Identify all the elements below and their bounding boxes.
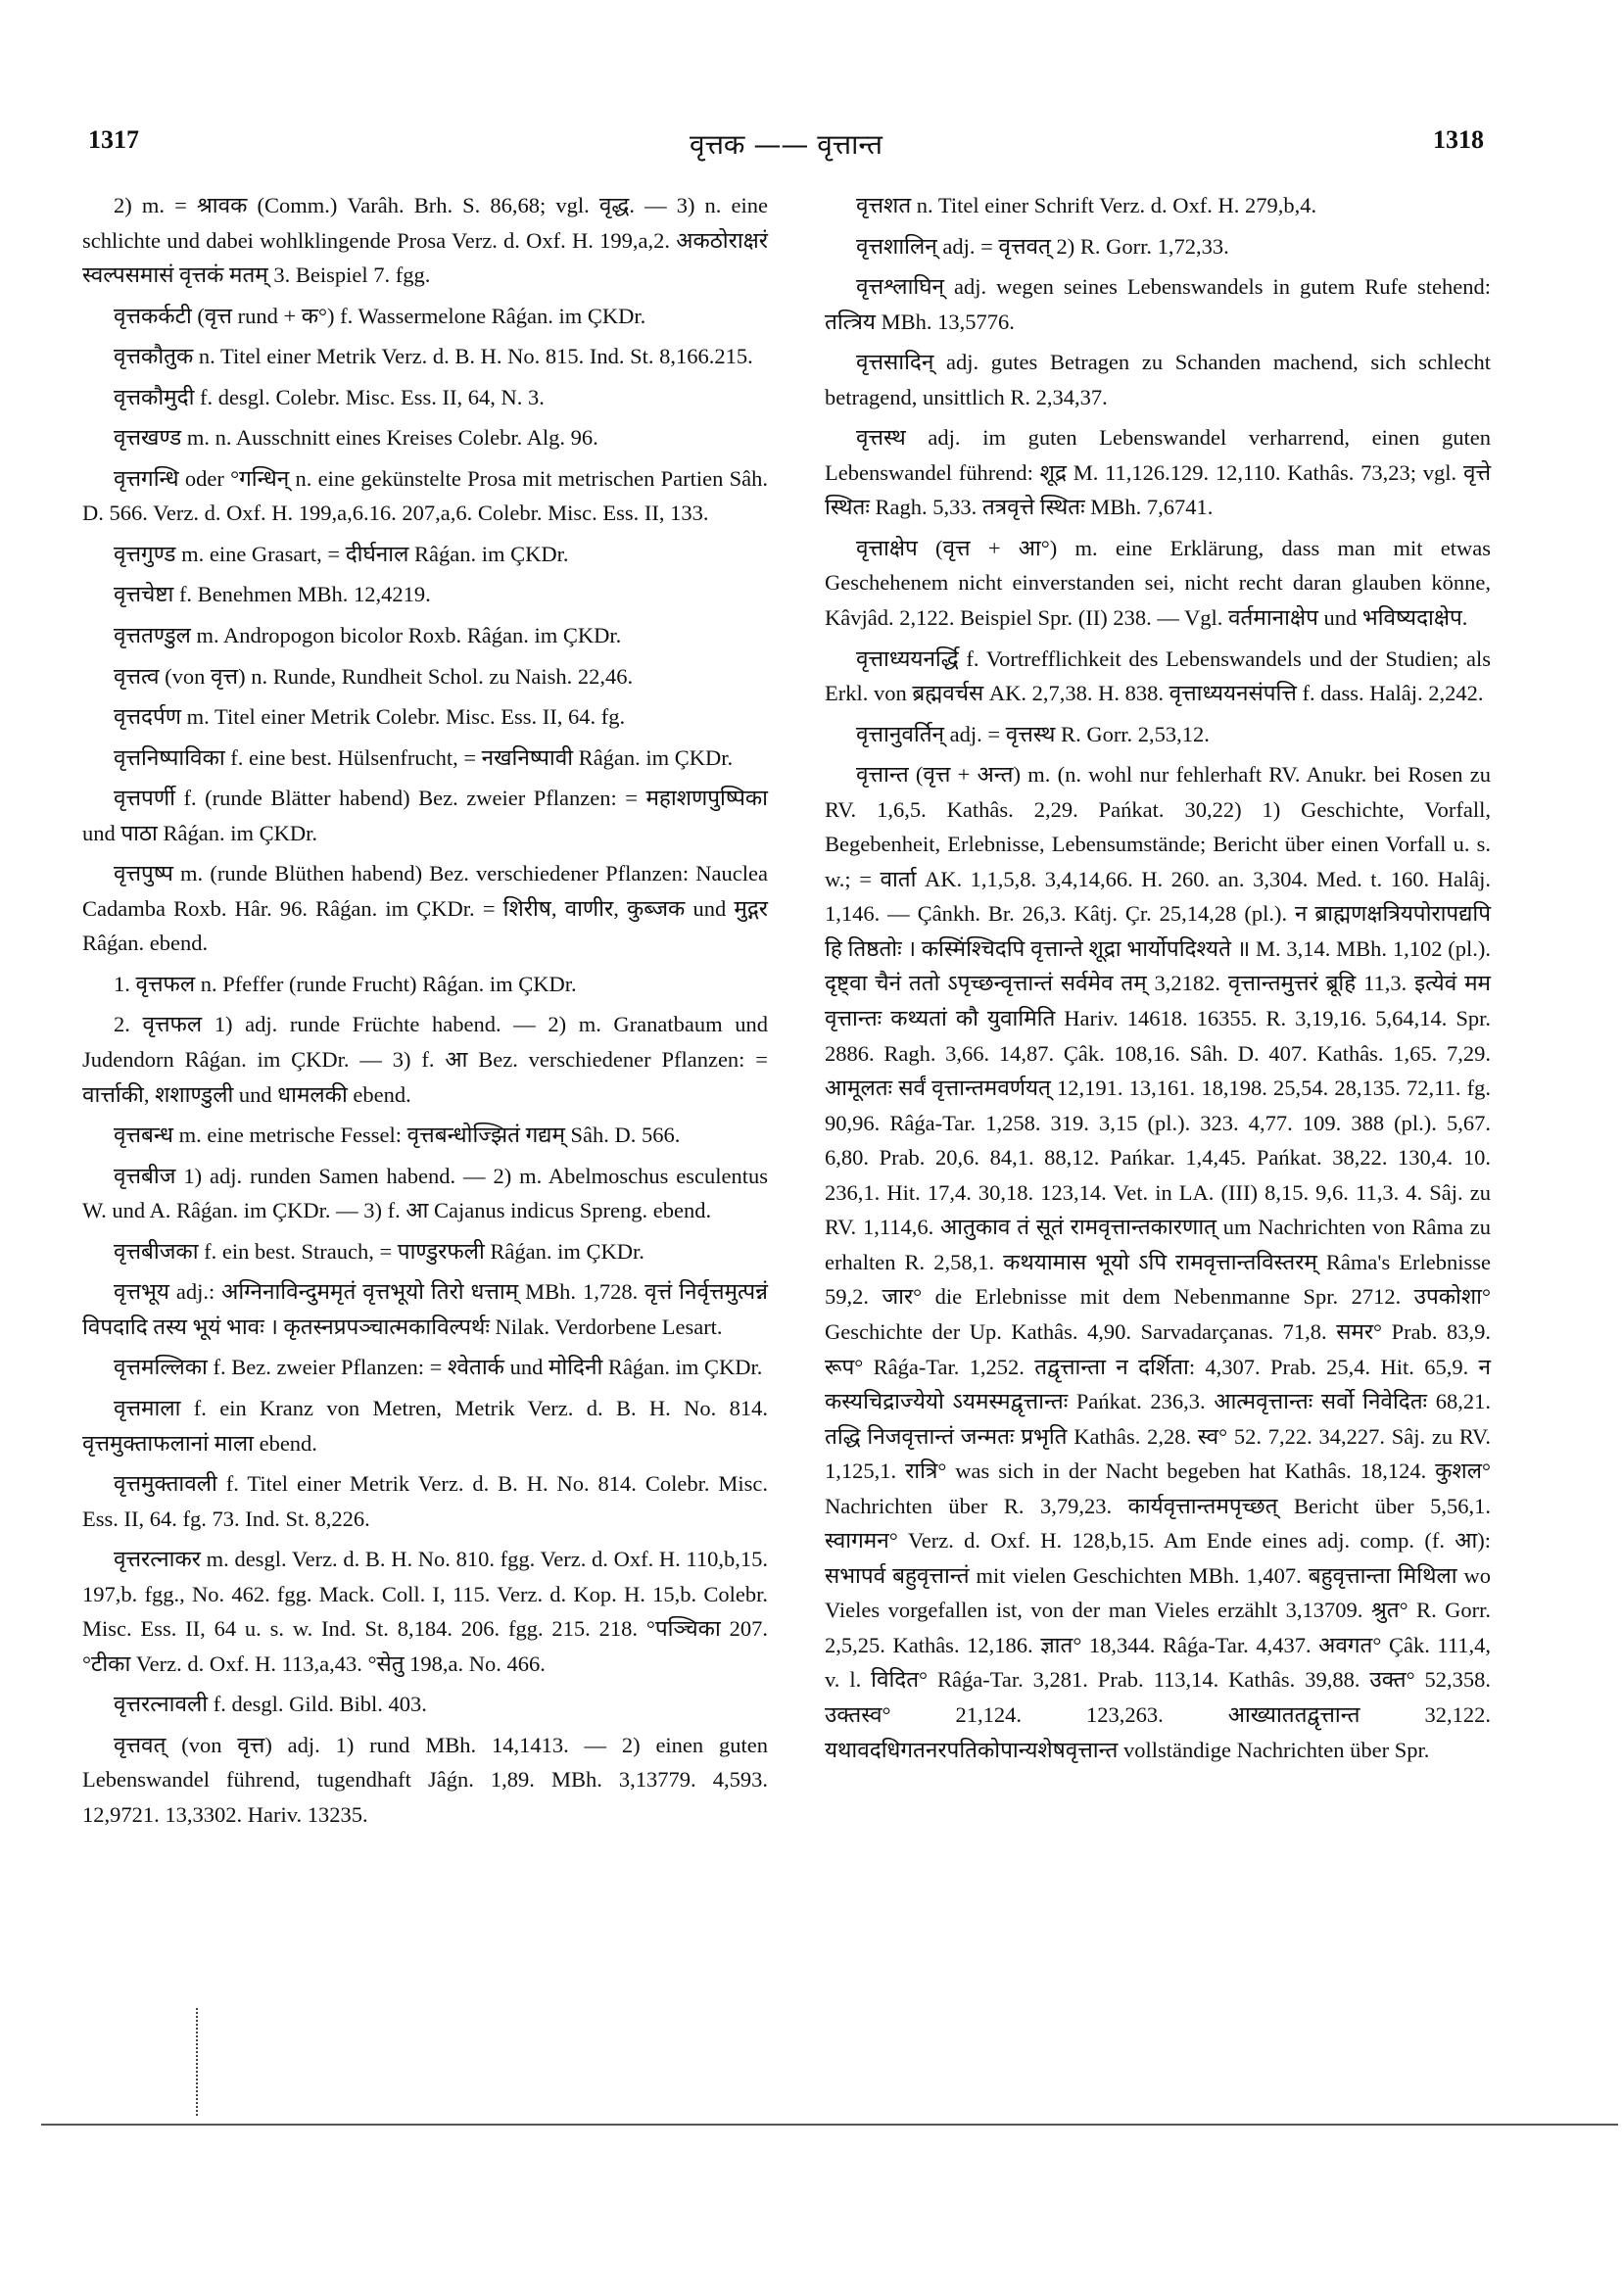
right-column [825,188,1491,1773]
dictionary-entry: वृत्तवत् (von वृत्त) adj. 1) rund MBh. 14,1413. — 2) einen guten Lebenswandel führend, tugendhaft Jâǵn. 1,89. MBh. 3,13779. 4,593. 12,9721. 13,3302. Hariv. 13235. [82,1732,768,1827]
dictionary-entry: वृत्तखण्ड m. n. Ausschnitt eines Kreises Colebr. Alg. 96. [114,425,598,451]
dictionary-entry: वृत्ततण्डुल m. Andropogon bicolor Roxb. Râǵan. im ÇKDr. [114,623,622,648]
page-number-right: 1318 [1433,125,1484,154]
dictionary-entry: वृत्तश्लाघिन् adj. wegen seines Lebenswandels in gutem Rufe stehend: तत्त्रिय MBh. 13,5776. [825,274,1491,334]
dictionary-entry: वृत्तपर्णी f. (runde Blätter habend) Bez. zweier Pflanzen: = महाशणपुष्पिका und पाठा Râǵan. im ÇKDr. [82,786,768,845]
dictionary-entry: वृत्तमुक्तावली f. Titel einer Metrik Verz. d. B. H. No. 814. Colebr. Misc. Ess. II, 64. fg. 73. Ind. St. 8,226. [82,1471,768,1531]
dictionary-entry: वृत्तकौमुदी f. desgl. Colebr. Misc. Ess. II, 64, N. 3. [114,384,545,409]
dictionary-entry: वृत्तकौतुक n. Titel einer Metrik Verz. d. B. H. No. 815. Ind. St. 8,166.215. [114,344,753,369]
dictionary-entry: वृत्तगुण्ड m. eine Grasart, = दीर्घनाल Râǵan. im ÇKDr. [114,541,569,566]
dictionary-entry: वृत्तबीजका f. ein best. Strauch, = पाण्डुरफली Râǵan. im ÇKDr. [114,1238,644,1264]
running-head: वृत्तक —— वृत्तान्त [690,128,883,161]
dictionary-entry: वृत्तचेष्टा f. Benehmen MBh. 12,4219. [114,582,431,607]
page-header [88,125,1484,165]
dictionary-entry: वृत्तदर्पण m. Titel einer Metrik Colebr. Misc. Ess. II, 64. fg. [114,704,626,730]
dictionary-entry: वृत्तत्व (von वृत्त) n. Runde, Rundheit Schol. zu Naish. 22,46. [114,663,634,689]
dictionary-entry: वृत्तनिष्पाविका f. eine best. Hülsenfrucht, = नखनिष्पावी Râǵan. im ÇKDr. [114,744,734,770]
dictionary-entry: वृत्ताध्ययनर्द्धि f. Vortrefflichkeit des Lebenswandels und der Studien; als Erkl. von ब्रह्मवर्चस AK. 2,7,38. H. 838. वृत्ताध्ययनसंपत्ति f. dass. Halâj. 2,242. [825,646,1491,706]
dictionary-entry: वृत्तशत n. Titel einer Schrift Verz. d. Oxf. H. 279,b,4. [856,193,1317,217]
dictionary-entry: वृत्तमाला f. ein Kranz von Metren, Metrik Verz. d. B. H. No. 814. वृत्तमुक्ताफलानां माला ebend. [82,1395,768,1456]
dictionary-entry: 2) m. = श्रावक (Comm.) Varâh. Brh. S. 86,68; vgl. वृद्ध. — 3) n. eine schlichte und dabei wohlklingende Prosa Verz. d. Oxf. H. 199,a,2. अकठोराक्षरं स्वल्पसमासं वृत्तकं मतम् 3. Beispiel 7. fgg. [82,193,768,288]
left-column [82,188,768,1839]
dictionary-entry: वृत्ताक्षेप (वृत्त + आ°) m. eine Erklärung, dass man mit etwas Geschehenem nicht einverstanden sei, nicht recht daran glauben könne, Kâvjâd. 2,122. Beispiel Spr. (II) 238. — Vgl. वर्तमानाक्षेप und भविष्यदाक्षेप. [825,535,1491,631]
dictionary-entry: वृत्तशालिन् adj. = वृत्तवत् 2) R. Gorr. 1,72,33. [856,233,1229,259]
dictionary-entry: वृत्तपुष्प m. (runde Blüthen habend) Bez. verschiedener Pflanzen: Nauclea Cadamba Roxb. Hâr. 96. Râǵan. im ÇKDr. = शिरीष, वाणीर, कुब्जक und मुद्गर Râǵan. ebend. [82,861,768,956]
bottom-rule [41,2124,1618,2126]
dictionary-entry: वृत्तकर्कटी (वृत्त rund + क°) f. Wassermelone Râǵan. im ÇKDr. [114,303,646,328]
margin-marks [196,2008,206,2116]
dictionary-entry: वृत्तगन्धि oder °गन्धिन् n. eine gekünstelte Prosa mit metrischen Partien Sâh. D. 566. Verz. d. Oxf. H. 199,a,6.16. 207,a,6. Colebr. Misc. Ess. II, 133. [82,465,768,526]
dictionary-entry: वृत्तरत्नाकर m. desgl. Verz. d. B. H. No. 810. fgg. Verz. d. Oxf. H. 110,b,15. 197,b. fgg., No. 462. fgg. Mack. Coll. I, 115. Verz. d. Kop. H. 15,b. Colebr. Misc. Ess. II, 64 u. s. w. Ind. St. 8,184. 206. fgg. 215. 218. °पञ्चिका 207. °टीका Verz. d. Oxf. H. 113,a,43. °सेतु 198,a. No. 466. [82,1547,768,1676]
dictionary-entry: वृत्तरत्नावली f. desgl. Gild. Bibl. 403. [114,1692,427,1717]
dictionary-entry: वृत्तबन्ध m. eine metrische Fessel: वृत्तबन्धोज्झितं गद्यम् Sâh. D. 566. [114,1123,681,1148]
dictionary-entry: वृत्तबीज 1) adj. runden Samen habend. — 2) m. Abelmoschus esculentus W. und A. Râǵan. im ÇKDr. — 3) f. आ Cajanus indicus Spreng. ebend. [82,1163,768,1223]
dictionary-entry: वृत्तस्थ adj. im guten Lebenswandel verharrend, einen guten Lebenswandel führend: शूद्र M. 11,126.129. 12,110. Kathâs. 73,23; vgl. वृत्ते स्थितः Ragh. 5,33. तत्रवृत्ते स्थितः MBh. 7,6741. [825,425,1491,520]
dictionary-entry: वृत्तमल्लिका f. Bez. zweier Pflanzen: = श्वेतार्क und मोदिनी Râǵan. im ÇKDr. [114,1355,763,1380]
dictionary-entry: वृत्तभूय adj.: अग्निनाविन्दुममृतं वृत्तभूयो तिरो धत्ताम् MBh. 1,728. वृत्तं निर्वृत्तमुत्पन्नं विपदादि तस्य भूयं भावः । कृतस्नप्रपञ्चात्मकाविल्पर्थः Nilak. Verdorbene Lesart. [82,1279,768,1339]
page-number-left: 1317 [88,125,139,154]
dictionary-entry: वृत्तान्त (वृत्त + अन्त) m. (n. wohl nur fehlerhaft RV. Anukr. bei Rosen zu RV. 1,6,5. Kathâs. 2,29. Pańkat. 30,22) 1) Geschichte, Vorfall, Begebenheit, Erlebnisse, Lebensumstände; Bericht über einen Vorfall u. s. w.; = वार्ता AK. 1,1,5,8. 3,4,14,66. H. 260. an. 3,304. Med. t. 160. Halâj. 1,146. — Çânkh. Br. 26,3. Kâtj. Çr. 25,14,28 (pl.). न ब्राह्मणक्षत्रियपोरापद्यपि हि तिष्ठतोः । कस्मिंश्चिदपि वृत्तान्ते शूद्रा भार्योपदिश्यते ॥ M. 3,14. MBh. 1,102 (pl.). दृष्ट्वा चैनं ततो ऽपृच्छन्वृत्तान्तं सर्वमेव तम् 3,2182. वृत्तान्तमुत्तरं ब्रूहि 11,3. इत्येवं मम वृत्तान्तः कथ्यतां कौ युवामिति Hariv. 14618. 16355. R. 3,19,16. 5,64,14. Spr. 2886. Ragh. 3,66. 14,87. Çâk. 108,16. Sâh. D. 407. Kathâs. 1,65. 7,29. आमूलतः सर्वं वृत्तान्तमवर्णयत् 12,191. 13,161. 18,198. 25,54. 28,135. 72,11. fg. 90,96. Râǵa-Tar. 1,258. 319. 3,15 (pl.). 323. 4,77. 109. 388 (pl.). 5,67. 6,80. Prab. 20,6. 84,1. 88,12. Pańkar. 1,4,45. Pańkat. 38,22. 130,4. 10. 236,1. Hit. 17,4. 30,18. 123,14. Vet. in LA. (III) 8,15. 9,6. 11,3. 4. Sâj. zu RV. 1,114,6. आतुकाव तं सूतं रामवृत्तान्तकारणात् um Nachrichten von Râma zu erhalten R. 2,58,1. कथयामास भूयो ऽपि रामवृत्तान्तविस्तरम् Râma's Erlebnisse 59,2. जार° die Erlebnisse mit dem Nebenmanne Spr. 2712. उपकोशा° Geschichte der Up. Kathâs. 4,90. Sarvadarçanas. 71,8. समर° Prab. 83,9. रूप° Râǵa-Tar. 1,252. तद्वृत्तान्ता न दर्शिता: 4,307. Prab. 25,4. Hit. 65,9. न कस्यचिद्राज्येयो ऽयमस्मद्वृत्तान्तः Pańkat. 236,3. आत्मवृत्तान्तः सर्वो निवेदितः 68,21. तद्धि निजवृत्तान्तं जन्मतः प्रभृति Kathâs. 2,28. स्व° 52. 7,22. 34,227. Sâj. zu RV. 1,125,1. रात्रि° was sich in der Nacht begeben hat Kathâs. 18,124. कुशल° Nachrichten über R. 3,79,23. कार्यवृत्तान्तमपृच्छत् Bericht über 5,56,1. स्वागमन° Verz. d. Oxf. H. 128,b,15. Am Ende eines adj. comp. (f. आ): सभापर्व बहुवृत्तान्तं mit vielen Geschichten MBh. 1,407. बहुवृत्तान्ता मिथिला wo Vieles vorgefallen ist, von der man Vieles erzählt 3,13709. श्रुत° R. Gorr. 2,5,25. Kathâs. 12,186. ज्ञात° 18,344. Râǵa-Tar. 4,437. अवगत° Çâk. 111,4, v. l. विदित° Râǵa-Tar. 3,281. Prab. 113,14. Kathâs. 39,88. उक्त° 52,358. उक्तस्व° 21,124. 123,263. आख्याततद्वृत्तान्त 32,122. यथावदधिगतनरपतिकोपान्यशेषवृत्तान्त vollständige Nachrichten über Spr. [825,762,1491,1762]
dictionary-entry: वृत्तसादिन् adj. gutes Betragen zu Schanden machend, sich schlecht betragend, unsittlich R. 2,34,37. [825,350,1491,409]
dictionary-entry: 1. वृत्तफल n. Pfeffer (runde Frucht) Râǵan. im ÇKDr. [114,971,577,996]
dictionary-entry: 2. वृत्तफल 1) adj. runde Früchte habend. — 2) m. Granatbaum und Judendorn Râǵan. im ÇKDr. — 3) f. आ Bez. verschiedener Pflanzen: = वार्त्ताकी, शशाण्डुली und धामलकी ebend. [82,1012,768,1107]
dictionary-entry: वृत्तानुवर्तिन् adj. = वृत्तस्थ R. Gorr. 2,53,12. [856,721,1210,746]
